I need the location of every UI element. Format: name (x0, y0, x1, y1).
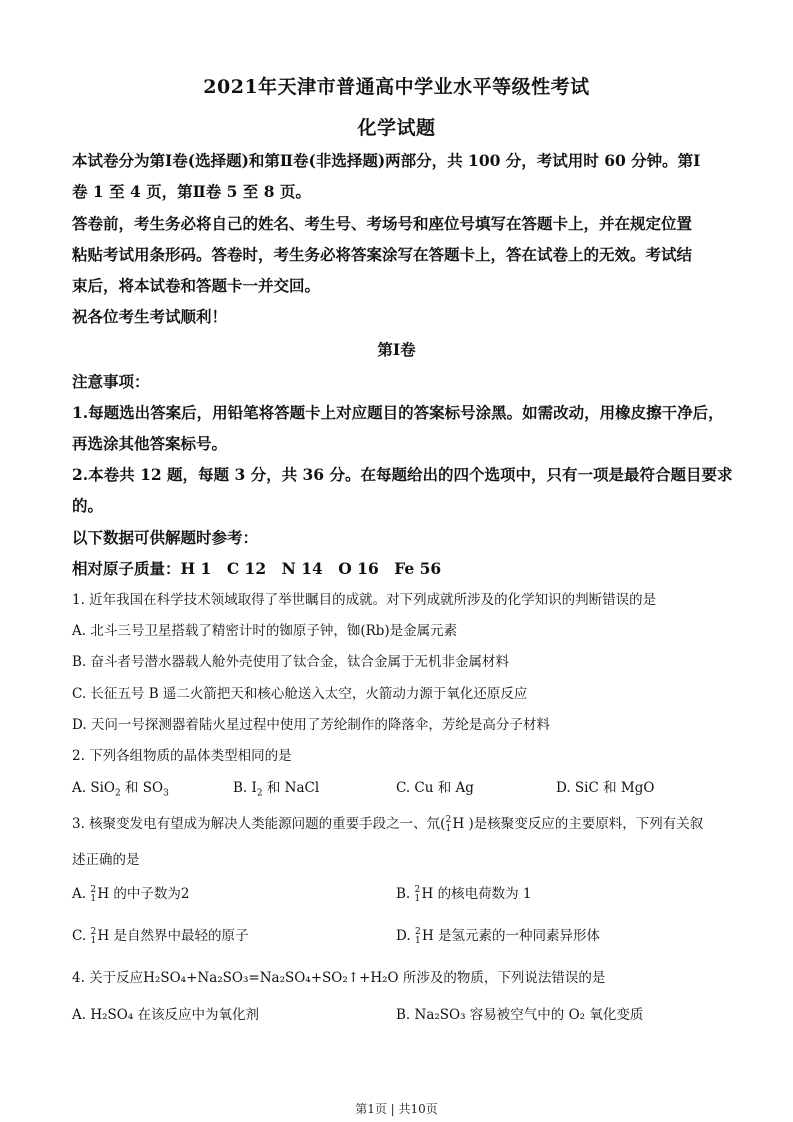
notice-label: 注意事项： (72, 372, 150, 391)
q4-option-b: B. Na₂SO₃ 容易被空气中的 O₂ 氧化变质 (396, 1007, 644, 1023)
intro-line-3: 答卷前，考生务必将自己的姓名、考生号、考场号和座位号填写在答题卡上，并在规定位置 (72, 214, 693, 233)
note-1a: 1.每题选出答案后，用铅笔将答题卡上对应题目的答案标号涂黑。如需改动，用橡皮擦干净后， (72, 403, 724, 422)
intro-line-2: 卷 1 至 4 页，第Ⅱ卷 5 至 8 页。 (72, 182, 311, 201)
deuterium-isotope: 2 1 (445, 814, 452, 834)
q1-option-b: B. 奋斗者号潜水器载人舱外壳使用了钛合金，钛合金属于无机非金属材料 (72, 654, 510, 670)
q3-option-d: D. 2 1 H 是氢元素的一种同素异形体 (396, 926, 601, 946)
q2-option-b: B. $I_2$ 和 NaCl (233, 780, 320, 799)
q2-option-a: A. SiO$_2$ 和 $SO_3$ (72, 780, 169, 799)
q1-option-d: D. 天问一号探测器着陆火星过程中使用了芳纶制作的降落伞，芳纶是高分子材料 (72, 717, 550, 733)
section-heading: 第Ⅰ卷 (377, 340, 416, 359)
page-footer: 第1页 | 共10页 (355, 1102, 438, 1116)
q3-option-b: B. 2 1 H 的核电荷数为 1 (396, 884, 532, 904)
exam-title: 2021年天津市普通高中学业水平等级性考试 (203, 76, 590, 98)
q3-option-c: C. 2 1 H 是自然界中最轻的原子 (72, 926, 249, 946)
q1-option-c: C. 长征五号 B 遥二火箭把天和核心舱送入太空，火箭动力源于氧化还原反应 (72, 686, 528, 702)
intro-line-6: 祝各位考生考试顺利！ (72, 307, 228, 326)
intro-line-4: 粘贴考试用条形码。答卷时，考生务必将答案涂写在答题卡上，答在试卷上的无效。考试结 (72, 245, 693, 264)
note-2a: 2.本卷共 12 题，每题 3 分，共 36 分。在每题给出的四个选项中，只有一项是最符合题目要求 (72, 465, 733, 484)
q1-stem: 1. 近年我国在科学技术领域取得了举世瞩目的成就。对下列成就所涉及的化学知识的判断错误的是 (72, 592, 657, 608)
intro-line-5: 束后，将本试卷和答题卡一并交回。 (72, 276, 321, 295)
q2-stem: 2. 下列各组物质的晶体类型相同的是 (72, 748, 292, 764)
q3-stem-cont: 述正确的是 (72, 852, 140, 868)
exam-subtitle: 化学试题 (357, 117, 436, 139)
note-2b: 的。 (72, 496, 104, 515)
q4-stem: 4. 关于反应H₂SO₄+Na₂SO₃=Na₂SO₄+SO₂↑+H₂O 所涉及的物质，下列说法错误的是 (72, 970, 606, 986)
q3-stem: 3. 核聚变发电有望成为解决人类能源问题的重要手段之一、氘( 2 1 H )是核聚变反应的主要原料，下列有关叙 (72, 814, 704, 834)
q2-option-d: D. SiC 和 MgO (556, 780, 655, 796)
reference-label: 以下数据可供解题时参考： (72, 528, 259, 547)
note-1b: 再选涂其他答案标号。 (72, 434, 228, 453)
atomic-mass-line: 相对原子质量：H 1 C 12 N 14 O 16 Fe 56 (72, 559, 442, 578)
q3-option-a: A. 2 1 H 的中子数为2 (72, 884, 190, 904)
intro-line-1: 本试卷分为第Ⅰ卷(选择题)和第Ⅱ卷(非选择题)两部分，共 100 分，考试用时 60 分钟。第Ⅰ (72, 151, 701, 170)
q4-option-a: A. H₂SO₄ 在该反应中为氧化剂 (72, 1007, 260, 1023)
q1-option-a: A. 北斗三号卫星搭载了精密计时的铷原子钟，铷(Rb)是金属元素 (72, 623, 458, 639)
q2-option-c: C. Cu 和 Ag (396, 780, 474, 796)
